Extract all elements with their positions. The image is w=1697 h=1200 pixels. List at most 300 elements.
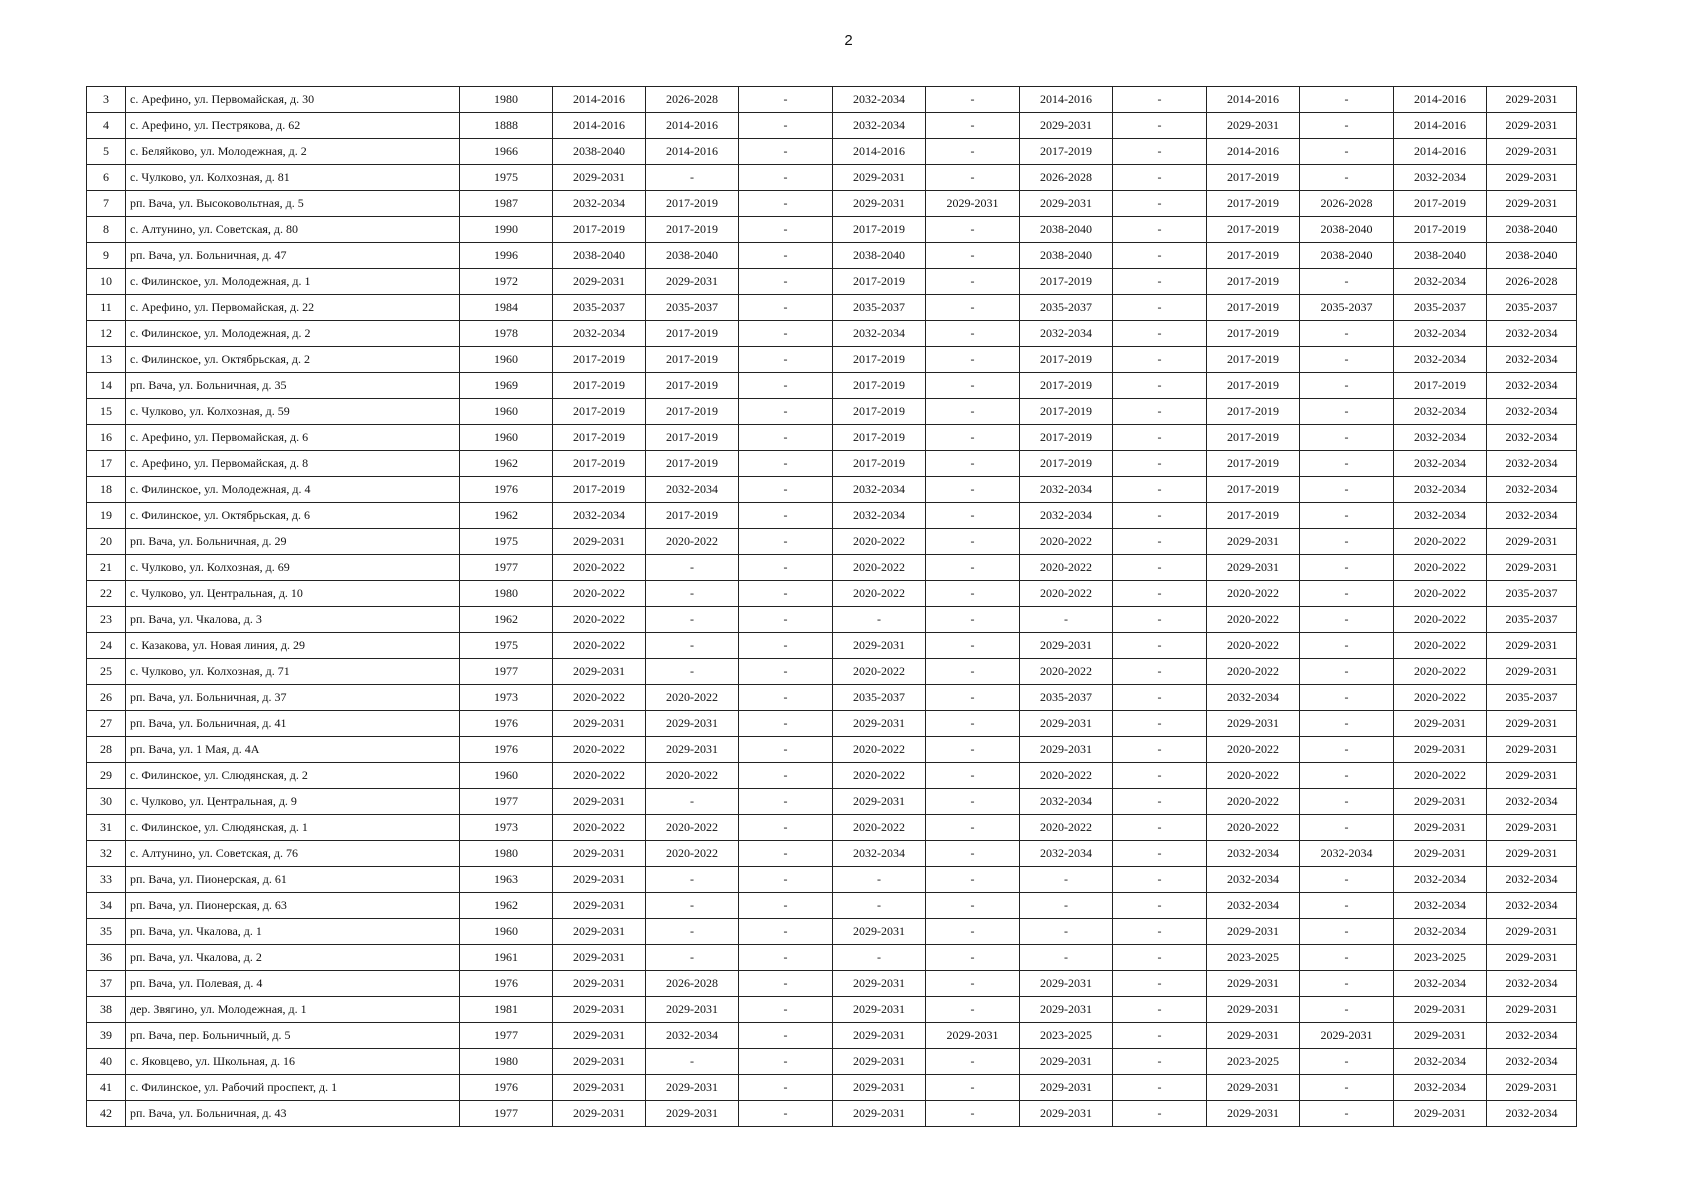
cell-period-col-6: 2032-2034 bbox=[1020, 841, 1113, 867]
cell-period-col-11: 2038-2040 bbox=[1487, 243, 1577, 269]
cell-period-col-4: 2020-2022 bbox=[833, 815, 926, 841]
cell-period-col-10: 2032-2034 bbox=[1394, 503, 1487, 529]
cell-period-col-2: - bbox=[646, 919, 739, 945]
cell-period-col-10: 2035-2037 bbox=[1394, 295, 1487, 321]
cell-period-col-6: 2029-2031 bbox=[1020, 191, 1113, 217]
cell-period-col-6: 2032-2034 bbox=[1020, 789, 1113, 815]
cell-period-col-3: - bbox=[739, 659, 833, 685]
cell-period-col-8: 2020-2022 bbox=[1207, 737, 1300, 763]
cell-row-number: 16 bbox=[87, 425, 126, 451]
cell-period-col-8: 2029-2031 bbox=[1207, 555, 1300, 581]
table-row bbox=[87, 373, 1577, 399]
cell-period-col-7: - bbox=[1113, 867, 1207, 893]
cell-period-col-4: 2017-2019 bbox=[833, 425, 926, 451]
cell-row-number: 35 bbox=[87, 919, 126, 945]
cell-period-col-4: 2014-2016 bbox=[833, 139, 926, 165]
cell-period-col-10: 2020-2022 bbox=[1394, 659, 1487, 685]
table-row bbox=[87, 295, 1577, 321]
cell-period-col-7: - bbox=[1113, 555, 1207, 581]
cell-period-col-8: 2032-2034 bbox=[1207, 841, 1300, 867]
cell-year-built: 1962 bbox=[460, 451, 553, 477]
cell-period-col-11: 2029-2031 bbox=[1487, 919, 1577, 945]
cell-period-col-7: - bbox=[1113, 295, 1207, 321]
cell-year-built: 1980 bbox=[460, 581, 553, 607]
cell-period-col-8: 2017-2019 bbox=[1207, 399, 1300, 425]
cell-period-col-5: - bbox=[926, 139, 1020, 165]
cell-period-col-1: 2029-2031 bbox=[553, 919, 646, 945]
table-body bbox=[87, 87, 1577, 1127]
cell-period-col-2: 2026-2028 bbox=[646, 971, 739, 997]
cell-period-col-5: - bbox=[926, 503, 1020, 529]
cell-period-col-10: 2014-2016 bbox=[1394, 113, 1487, 139]
cell-row-number: 13 bbox=[87, 347, 126, 373]
cell-period-col-8: 2017-2019 bbox=[1207, 269, 1300, 295]
cell-period-col-3: - bbox=[739, 113, 833, 139]
cell-address: с. Алтунино, ул. Советская, д. 80 bbox=[126, 217, 460, 243]
cell-period-col-3: - bbox=[739, 243, 833, 269]
cell-period-col-3: - bbox=[739, 1049, 833, 1075]
cell-period-col-10: 2017-2019 bbox=[1394, 191, 1487, 217]
cell-period-col-9: - bbox=[1300, 815, 1394, 841]
cell-year-built: 1963 bbox=[460, 867, 553, 893]
cell-row-number: 25 bbox=[87, 659, 126, 685]
cell-period-col-4: 2029-2031 bbox=[833, 1023, 926, 1049]
cell-period-col-5: - bbox=[926, 893, 1020, 919]
cell-period-col-1: 2020-2022 bbox=[553, 633, 646, 659]
cell-period-col-3: - bbox=[739, 737, 833, 763]
cell-row-number: 17 bbox=[87, 451, 126, 477]
cell-period-col-3: - bbox=[739, 815, 833, 841]
cell-period-col-11: 2032-2034 bbox=[1487, 477, 1577, 503]
cell-period-col-2: 2020-2022 bbox=[646, 763, 739, 789]
table-row bbox=[87, 867, 1577, 893]
cell-period-col-9: - bbox=[1300, 581, 1394, 607]
table-row bbox=[87, 191, 1577, 217]
cell-address: с. Чулково, ул. Центральная, д. 9 bbox=[126, 789, 460, 815]
cell-period-col-5: - bbox=[926, 373, 1020, 399]
cell-period-col-6: 2020-2022 bbox=[1020, 555, 1113, 581]
cell-period-col-8: 2017-2019 bbox=[1207, 191, 1300, 217]
cell-period-col-10: 2032-2034 bbox=[1394, 269, 1487, 295]
cell-address: дер. Звягино, ул. Молодежная, д. 1 bbox=[126, 997, 460, 1023]
cell-period-col-3: - bbox=[739, 503, 833, 529]
cell-period-col-4: 2035-2037 bbox=[833, 685, 926, 711]
cell-address: с. Филинское, ул. Молодежная, д. 4 bbox=[126, 477, 460, 503]
cell-period-col-3: - bbox=[739, 685, 833, 711]
cell-period-col-2: 2029-2031 bbox=[646, 997, 739, 1023]
cell-period-col-1: 2029-2031 bbox=[553, 1101, 646, 1127]
cell-row-number: 36 bbox=[87, 945, 126, 971]
cell-year-built: 1984 bbox=[460, 295, 553, 321]
cell-period-col-5: - bbox=[926, 867, 1020, 893]
table-row bbox=[87, 997, 1577, 1023]
cell-year-built: 1975 bbox=[460, 633, 553, 659]
cell-period-col-11: 2029-2031 bbox=[1487, 633, 1577, 659]
cell-period-col-7: - bbox=[1113, 139, 1207, 165]
cell-period-col-6: 2029-2031 bbox=[1020, 1075, 1113, 1101]
cell-year-built: 1981 bbox=[460, 997, 553, 1023]
cell-period-col-11: 2029-2031 bbox=[1487, 87, 1577, 113]
table-row bbox=[87, 633, 1577, 659]
cell-period-col-7: - bbox=[1113, 373, 1207, 399]
cell-period-col-5: - bbox=[926, 659, 1020, 685]
cell-period-col-3: - bbox=[739, 451, 833, 477]
cell-period-col-11: 2035-2037 bbox=[1487, 607, 1577, 633]
cell-period-col-6: 2038-2040 bbox=[1020, 243, 1113, 269]
cell-period-col-3: - bbox=[739, 1023, 833, 1049]
cell-address: рп. Вача, ул. Чкалова, д. 1 bbox=[126, 919, 460, 945]
cell-period-col-1: 2038-2040 bbox=[553, 243, 646, 269]
cell-period-col-5: - bbox=[926, 529, 1020, 555]
cell-period-col-9: - bbox=[1300, 971, 1394, 997]
cell-period-col-1: 2032-2034 bbox=[553, 191, 646, 217]
cell-address: рп. Вача, ул. Больничная, д. 47 bbox=[126, 243, 460, 269]
cell-period-col-3: - bbox=[739, 477, 833, 503]
cell-row-number: 12 bbox=[87, 321, 126, 347]
table-row bbox=[87, 581, 1577, 607]
cell-period-col-2: - bbox=[646, 893, 739, 919]
cell-period-col-8: 2029-2031 bbox=[1207, 529, 1300, 555]
cell-period-col-6: 2032-2034 bbox=[1020, 321, 1113, 347]
cell-period-col-8: 2017-2019 bbox=[1207, 477, 1300, 503]
cell-period-col-9: - bbox=[1300, 607, 1394, 633]
cell-period-col-10: 2032-2034 bbox=[1394, 919, 1487, 945]
cell-period-col-7: - bbox=[1113, 737, 1207, 763]
cell-period-col-2: 2035-2037 bbox=[646, 295, 739, 321]
cell-period-col-5: - bbox=[926, 477, 1020, 503]
cell-period-col-2: - bbox=[646, 659, 739, 685]
cell-period-col-10: 2020-2022 bbox=[1394, 581, 1487, 607]
cell-period-col-8: 2017-2019 bbox=[1207, 217, 1300, 243]
cell-year-built: 1980 bbox=[460, 1049, 553, 1075]
table-row bbox=[87, 971, 1577, 997]
cell-period-col-4: 2029-2031 bbox=[833, 711, 926, 737]
cell-period-col-6: 2017-2019 bbox=[1020, 347, 1113, 373]
cell-row-number: 5 bbox=[87, 139, 126, 165]
cell-year-built: 1969 bbox=[460, 373, 553, 399]
table-row bbox=[87, 451, 1577, 477]
cell-period-col-2: 2029-2031 bbox=[646, 737, 739, 763]
cell-period-col-8: 2029-2031 bbox=[1207, 1075, 1300, 1101]
cell-period-col-1: 2017-2019 bbox=[553, 451, 646, 477]
cell-period-col-8: 2017-2019 bbox=[1207, 503, 1300, 529]
cell-period-col-5: 2029-2031 bbox=[926, 1023, 1020, 1049]
cell-period-col-9: - bbox=[1300, 139, 1394, 165]
cell-period-col-7: - bbox=[1113, 607, 1207, 633]
cell-period-col-4: 2029-2031 bbox=[833, 165, 926, 191]
table-row bbox=[87, 321, 1577, 347]
cell-period-col-9: - bbox=[1300, 555, 1394, 581]
cell-period-col-3: - bbox=[739, 945, 833, 971]
cell-period-col-6: 2029-2031 bbox=[1020, 737, 1113, 763]
table-row bbox=[87, 659, 1577, 685]
cell-period-col-7: - bbox=[1113, 451, 1207, 477]
table-row bbox=[87, 1023, 1577, 1049]
cell-address: с. Чулково, ул. Колхозная, д. 71 bbox=[126, 659, 460, 685]
cell-period-col-1: 2029-2031 bbox=[553, 893, 646, 919]
cell-period-col-5: - bbox=[926, 165, 1020, 191]
cell-period-col-11: 2032-2034 bbox=[1487, 399, 1577, 425]
cell-period-col-7: - bbox=[1113, 789, 1207, 815]
cell-period-col-10: 2032-2034 bbox=[1394, 399, 1487, 425]
cell-period-col-3: - bbox=[739, 1101, 833, 1127]
cell-period-col-1: 2017-2019 bbox=[553, 373, 646, 399]
cell-period-col-2: - bbox=[646, 581, 739, 607]
cell-period-col-1: 2017-2019 bbox=[553, 217, 646, 243]
cell-year-built: 1980 bbox=[460, 87, 553, 113]
cell-period-col-11: 2029-2031 bbox=[1487, 1075, 1577, 1101]
table-row bbox=[87, 945, 1577, 971]
cell-period-col-1: 2029-2031 bbox=[553, 1049, 646, 1075]
cell-period-col-2: - bbox=[646, 165, 739, 191]
cell-address: с. Филинское, ул. Октябрьская, д. 6 bbox=[126, 503, 460, 529]
cell-period-col-2: 2020-2022 bbox=[646, 685, 739, 711]
cell-period-col-9: - bbox=[1300, 633, 1394, 659]
cell-period-col-8: 2032-2034 bbox=[1207, 685, 1300, 711]
cell-period-col-4: 2029-2031 bbox=[833, 997, 926, 1023]
cell-period-col-9: - bbox=[1300, 737, 1394, 763]
cell-period-col-8: 2017-2019 bbox=[1207, 425, 1300, 451]
cell-period-col-4: 2017-2019 bbox=[833, 217, 926, 243]
cell-period-col-5: - bbox=[926, 1049, 1020, 1075]
table-row bbox=[87, 217, 1577, 243]
cell-year-built: 1975 bbox=[460, 165, 553, 191]
cell-period-col-11: 2029-2031 bbox=[1487, 139, 1577, 165]
cell-period-col-9: - bbox=[1300, 763, 1394, 789]
cell-period-col-2: 2017-2019 bbox=[646, 399, 739, 425]
cell-period-col-11: 2032-2034 bbox=[1487, 503, 1577, 529]
cell-row-number: 34 bbox=[87, 893, 126, 919]
cell-period-col-7: - bbox=[1113, 841, 1207, 867]
cell-year-built: 1977 bbox=[460, 659, 553, 685]
cell-year-built: 1973 bbox=[460, 815, 553, 841]
cell-year-built: 1960 bbox=[460, 763, 553, 789]
cell-period-col-6: 2020-2022 bbox=[1020, 659, 1113, 685]
cell-period-col-5: - bbox=[926, 841, 1020, 867]
cell-period-col-7: - bbox=[1113, 633, 1207, 659]
cell-year-built: 1888 bbox=[460, 113, 553, 139]
cell-period-col-5: - bbox=[926, 815, 1020, 841]
cell-period-col-1: 2038-2040 bbox=[553, 139, 646, 165]
cell-period-col-5: - bbox=[926, 321, 1020, 347]
cell-period-col-10: 2032-2034 bbox=[1394, 477, 1487, 503]
cell-year-built: 1976 bbox=[460, 477, 553, 503]
cell-period-col-3: - bbox=[739, 893, 833, 919]
cell-period-col-5: - bbox=[926, 945, 1020, 971]
cell-period-col-9: - bbox=[1300, 373, 1394, 399]
cell-period-col-9: - bbox=[1300, 893, 1394, 919]
cell-year-built: 1975 bbox=[460, 529, 553, 555]
cell-address: с. Арефино, ул. Первомайская, д. 6 bbox=[126, 425, 460, 451]
cell-period-col-1: 2017-2019 bbox=[553, 477, 646, 503]
cell-period-col-1: 2029-2031 bbox=[553, 1075, 646, 1101]
cell-period-col-4: 2020-2022 bbox=[833, 581, 926, 607]
cell-year-built: 1977 bbox=[460, 555, 553, 581]
cell-row-number: 20 bbox=[87, 529, 126, 555]
cell-period-col-3: - bbox=[739, 165, 833, 191]
cell-period-col-10: 2029-2031 bbox=[1394, 711, 1487, 737]
cell-period-col-8: 2020-2022 bbox=[1207, 763, 1300, 789]
cell-period-col-7: - bbox=[1113, 113, 1207, 139]
cell-period-col-4: 2032-2034 bbox=[833, 113, 926, 139]
cell-period-col-7: - bbox=[1113, 87, 1207, 113]
cell-period-col-3: - bbox=[739, 321, 833, 347]
cell-period-col-5: - bbox=[926, 789, 1020, 815]
cell-address: рп. Вача, ул. 1 Мая, д. 4А bbox=[126, 737, 460, 763]
cell-period-col-10: 2032-2034 bbox=[1394, 867, 1487, 893]
cell-year-built: 1973 bbox=[460, 685, 553, 711]
cell-period-col-3: - bbox=[739, 971, 833, 997]
cell-period-col-9: - bbox=[1300, 87, 1394, 113]
cell-period-col-8: 2029-2031 bbox=[1207, 919, 1300, 945]
cell-period-col-5: - bbox=[926, 425, 1020, 451]
cell-row-number: 38 bbox=[87, 997, 126, 1023]
cell-period-col-3: - bbox=[739, 373, 833, 399]
cell-period-col-10: 2020-2022 bbox=[1394, 607, 1487, 633]
cell-period-col-1: 2035-2037 bbox=[553, 295, 646, 321]
cell-address: рп. Вача, пер. Больничный, д. 5 bbox=[126, 1023, 460, 1049]
table-row bbox=[87, 87, 1577, 113]
cell-year-built: 1972 bbox=[460, 269, 553, 295]
cell-period-col-2: 2020-2022 bbox=[646, 815, 739, 841]
table-row bbox=[87, 529, 1577, 555]
cell-period-col-7: - bbox=[1113, 763, 1207, 789]
cell-period-col-2: 2026-2028 bbox=[646, 87, 739, 113]
cell-period-col-4: 2032-2034 bbox=[833, 87, 926, 113]
cell-row-number: 33 bbox=[87, 867, 126, 893]
cell-period-col-5: - bbox=[926, 347, 1020, 373]
cell-period-col-9: 2038-2040 bbox=[1300, 243, 1394, 269]
cell-period-col-3: - bbox=[739, 555, 833, 581]
cell-period-col-9: - bbox=[1300, 165, 1394, 191]
cell-period-col-6: 2020-2022 bbox=[1020, 529, 1113, 555]
cell-period-col-11: 2032-2034 bbox=[1487, 451, 1577, 477]
cell-row-number: 39 bbox=[87, 1023, 126, 1049]
table-row bbox=[87, 737, 1577, 763]
cell-period-col-1: 2020-2022 bbox=[553, 685, 646, 711]
cell-period-col-6: 2020-2022 bbox=[1020, 763, 1113, 789]
cell-year-built: 1962 bbox=[460, 503, 553, 529]
table-row bbox=[87, 113, 1577, 139]
cell-period-col-5: - bbox=[926, 919, 1020, 945]
cell-year-built: 1960 bbox=[460, 347, 553, 373]
cell-period-col-10: 2029-2031 bbox=[1394, 1023, 1487, 1049]
cell-period-col-5: - bbox=[926, 87, 1020, 113]
cell-period-col-3: - bbox=[739, 529, 833, 555]
cell-address: с. Чулково, ул. Центральная, д. 10 bbox=[126, 581, 460, 607]
cell-period-col-2: 2017-2019 bbox=[646, 425, 739, 451]
cell-period-col-9: - bbox=[1300, 321, 1394, 347]
table-row bbox=[87, 685, 1577, 711]
cell-period-col-3: - bbox=[739, 867, 833, 893]
table-row bbox=[87, 1101, 1577, 1127]
cell-period-col-4: 2029-2031 bbox=[833, 1049, 926, 1075]
table-row bbox=[87, 269, 1577, 295]
cell-period-col-10: 2020-2022 bbox=[1394, 633, 1487, 659]
cell-period-col-2: 2017-2019 bbox=[646, 451, 739, 477]
cell-period-col-6: 2017-2019 bbox=[1020, 373, 1113, 399]
cell-row-number: 27 bbox=[87, 711, 126, 737]
cell-row-number: 37 bbox=[87, 971, 126, 997]
cell-period-col-7: - bbox=[1113, 1075, 1207, 1101]
cell-period-col-3: - bbox=[739, 191, 833, 217]
table-row bbox=[87, 841, 1577, 867]
cell-period-col-3: - bbox=[739, 139, 833, 165]
cell-period-col-7: - bbox=[1113, 165, 1207, 191]
cell-period-col-2: - bbox=[646, 607, 739, 633]
cell-period-col-6: - bbox=[1020, 867, 1113, 893]
cell-period-col-6: 2017-2019 bbox=[1020, 451, 1113, 477]
cell-period-col-6: 2032-2034 bbox=[1020, 503, 1113, 529]
cell-period-col-9: - bbox=[1300, 1075, 1394, 1101]
cell-period-col-9: - bbox=[1300, 789, 1394, 815]
page-number: 2 bbox=[844, 32, 853, 49]
cell-period-col-8: 2017-2019 bbox=[1207, 321, 1300, 347]
cell-period-col-4: 2020-2022 bbox=[833, 659, 926, 685]
cell-period-col-2: - bbox=[646, 555, 739, 581]
cell-period-col-3: - bbox=[739, 633, 833, 659]
cell-period-col-8: 2029-2031 bbox=[1207, 997, 1300, 1023]
cell-period-col-10: 2029-2031 bbox=[1394, 815, 1487, 841]
cell-period-col-10: 2020-2022 bbox=[1394, 763, 1487, 789]
cell-period-col-2: 2017-2019 bbox=[646, 503, 739, 529]
cell-period-col-9: 2032-2034 bbox=[1300, 841, 1394, 867]
cell-period-col-9: - bbox=[1300, 685, 1394, 711]
cell-period-col-3: - bbox=[739, 997, 833, 1023]
cell-period-col-2: 2017-2019 bbox=[646, 373, 739, 399]
cell-period-col-10: 2032-2034 bbox=[1394, 347, 1487, 373]
cell-period-col-8: 2017-2019 bbox=[1207, 165, 1300, 191]
table-row bbox=[87, 815, 1577, 841]
cell-row-number: 30 bbox=[87, 789, 126, 815]
cell-period-col-5: - bbox=[926, 997, 1020, 1023]
cell-period-col-10: 2014-2016 bbox=[1394, 139, 1487, 165]
cell-year-built: 1980 bbox=[460, 841, 553, 867]
cell-period-col-2: 2020-2022 bbox=[646, 529, 739, 555]
table-row bbox=[87, 607, 1577, 633]
cell-period-col-11: 2032-2034 bbox=[1487, 893, 1577, 919]
cell-period-col-4: 2035-2037 bbox=[833, 295, 926, 321]
cell-period-col-3: - bbox=[739, 295, 833, 321]
cell-period-col-9: - bbox=[1300, 477, 1394, 503]
cell-period-col-6: 2029-2031 bbox=[1020, 971, 1113, 997]
cell-period-col-1: 2020-2022 bbox=[553, 737, 646, 763]
cell-address: с. Филинское, ул. Молодежная, д. 1 bbox=[126, 269, 460, 295]
cell-period-col-9: - bbox=[1300, 451, 1394, 477]
cell-period-col-2: 2029-2031 bbox=[646, 1101, 739, 1127]
cell-period-col-11: 2035-2037 bbox=[1487, 685, 1577, 711]
cell-period-col-6: 2017-2019 bbox=[1020, 269, 1113, 295]
table-row bbox=[87, 555, 1577, 581]
cell-period-col-5: - bbox=[926, 737, 1020, 763]
cell-period-col-5: - bbox=[926, 607, 1020, 633]
cell-period-col-4: 2029-2031 bbox=[833, 789, 926, 815]
cell-period-col-7: - bbox=[1113, 711, 1207, 737]
cell-row-number: 4 bbox=[87, 113, 126, 139]
cell-period-col-1: 2020-2022 bbox=[553, 815, 646, 841]
cell-address: рп. Вача, ул. Пионерская, д. 63 bbox=[126, 893, 460, 919]
cell-period-col-4: 2029-2031 bbox=[833, 1075, 926, 1101]
cell-period-col-6: 2029-2031 bbox=[1020, 1101, 1113, 1127]
cell-period-col-6: 2029-2031 bbox=[1020, 633, 1113, 659]
table-row bbox=[87, 165, 1577, 191]
cell-year-built: 1976 bbox=[460, 971, 553, 997]
cell-period-col-7: - bbox=[1113, 945, 1207, 971]
cell-row-number: 42 bbox=[87, 1101, 126, 1127]
cell-period-col-3: - bbox=[739, 425, 833, 451]
cell-address: рп. Вача, ул. Чкалова, д. 3 bbox=[126, 607, 460, 633]
cell-period-col-3: - bbox=[739, 763, 833, 789]
